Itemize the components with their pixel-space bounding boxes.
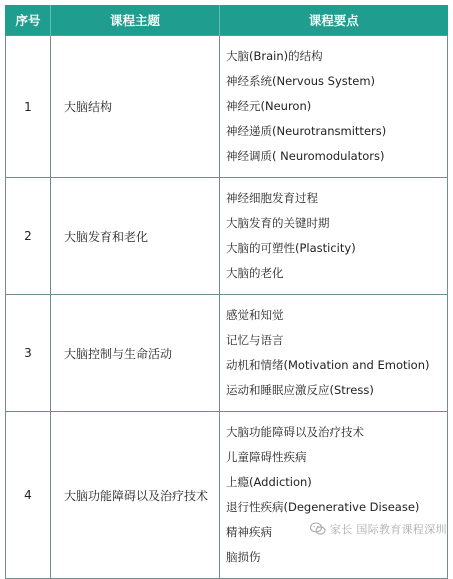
course-point: 神经系统(Nervous System) bbox=[226, 74, 376, 88]
row-points bbox=[220, 295, 448, 412]
course-point: 退行性疾病(Degenerative Disease) bbox=[226, 500, 420, 514]
course-point: 儿童障碍性疾病 bbox=[226, 450, 307, 464]
table-row bbox=[6, 36, 448, 178]
row-number: 1 bbox=[6, 36, 51, 178]
row-number: 2 bbox=[6, 178, 51, 295]
course-point: 神经调质( Neuromodulators) bbox=[226, 149, 385, 163]
course-point: 脑损伤 bbox=[226, 550, 261, 564]
row-points bbox=[220, 178, 448, 295]
row-points bbox=[220, 36, 448, 178]
course-point: 记忆与语言 bbox=[226, 333, 284, 347]
course-point: 感觉和知觉 bbox=[226, 308, 284, 322]
course-point: 神经递质(Neurotransmitters) bbox=[226, 124, 387, 138]
course-point: 大脑发育的关键时期 bbox=[226, 216, 330, 230]
course-point: 运动和睡眠应激反应(Stress) bbox=[226, 383, 374, 397]
table-row bbox=[6, 178, 448, 295]
row-topic: 大脑控制与生命活动 bbox=[51, 295, 220, 412]
row-points bbox=[220, 412, 448, 579]
header-topic: 课程主题 bbox=[51, 5, 220, 36]
course-point: 大脑功能障碍以及治疗技术 bbox=[226, 425, 364, 439]
course-point: 大脑的老化 bbox=[226, 266, 284, 280]
table-row bbox=[6, 295, 448, 412]
table-row bbox=[6, 412, 448, 579]
watermark bbox=[310, 517, 447, 541]
header-number: 序号 bbox=[6, 5, 51, 36]
row-topic: 大脑功能障碍以及治疗技术 bbox=[51, 412, 220, 579]
course-point: 大脑的可塑性(Plasticity) bbox=[226, 241, 356, 255]
course-point: 精神疾病 bbox=[226, 525, 272, 539]
course-point: 上瘾(Addiction) bbox=[226, 475, 312, 489]
wechat-icon bbox=[310, 522, 326, 536]
course-point: 神经细胞发育过程 bbox=[226, 191, 318, 205]
course-point: 大脑(Brain)的结构 bbox=[226, 49, 323, 63]
course-table-container bbox=[5, 5, 447, 579]
row-topic: 大脑发育和老化 bbox=[51, 178, 220, 295]
course-point: 动机和情绪(Motivation and Emotion) bbox=[226, 358, 430, 372]
course-point: 神经元(Neuron) bbox=[226, 99, 312, 113]
row-topic: 大脑结构 bbox=[51, 36, 220, 178]
table-header-row bbox=[6, 5, 448, 36]
header-points: 课程要点 bbox=[220, 5, 448, 36]
row-number: 3 bbox=[6, 295, 51, 412]
watermark-text: 家长 国际教育课程深圳 bbox=[330, 523, 447, 536]
row-number: 4 bbox=[6, 412, 51, 579]
course-table bbox=[5, 5, 448, 579]
